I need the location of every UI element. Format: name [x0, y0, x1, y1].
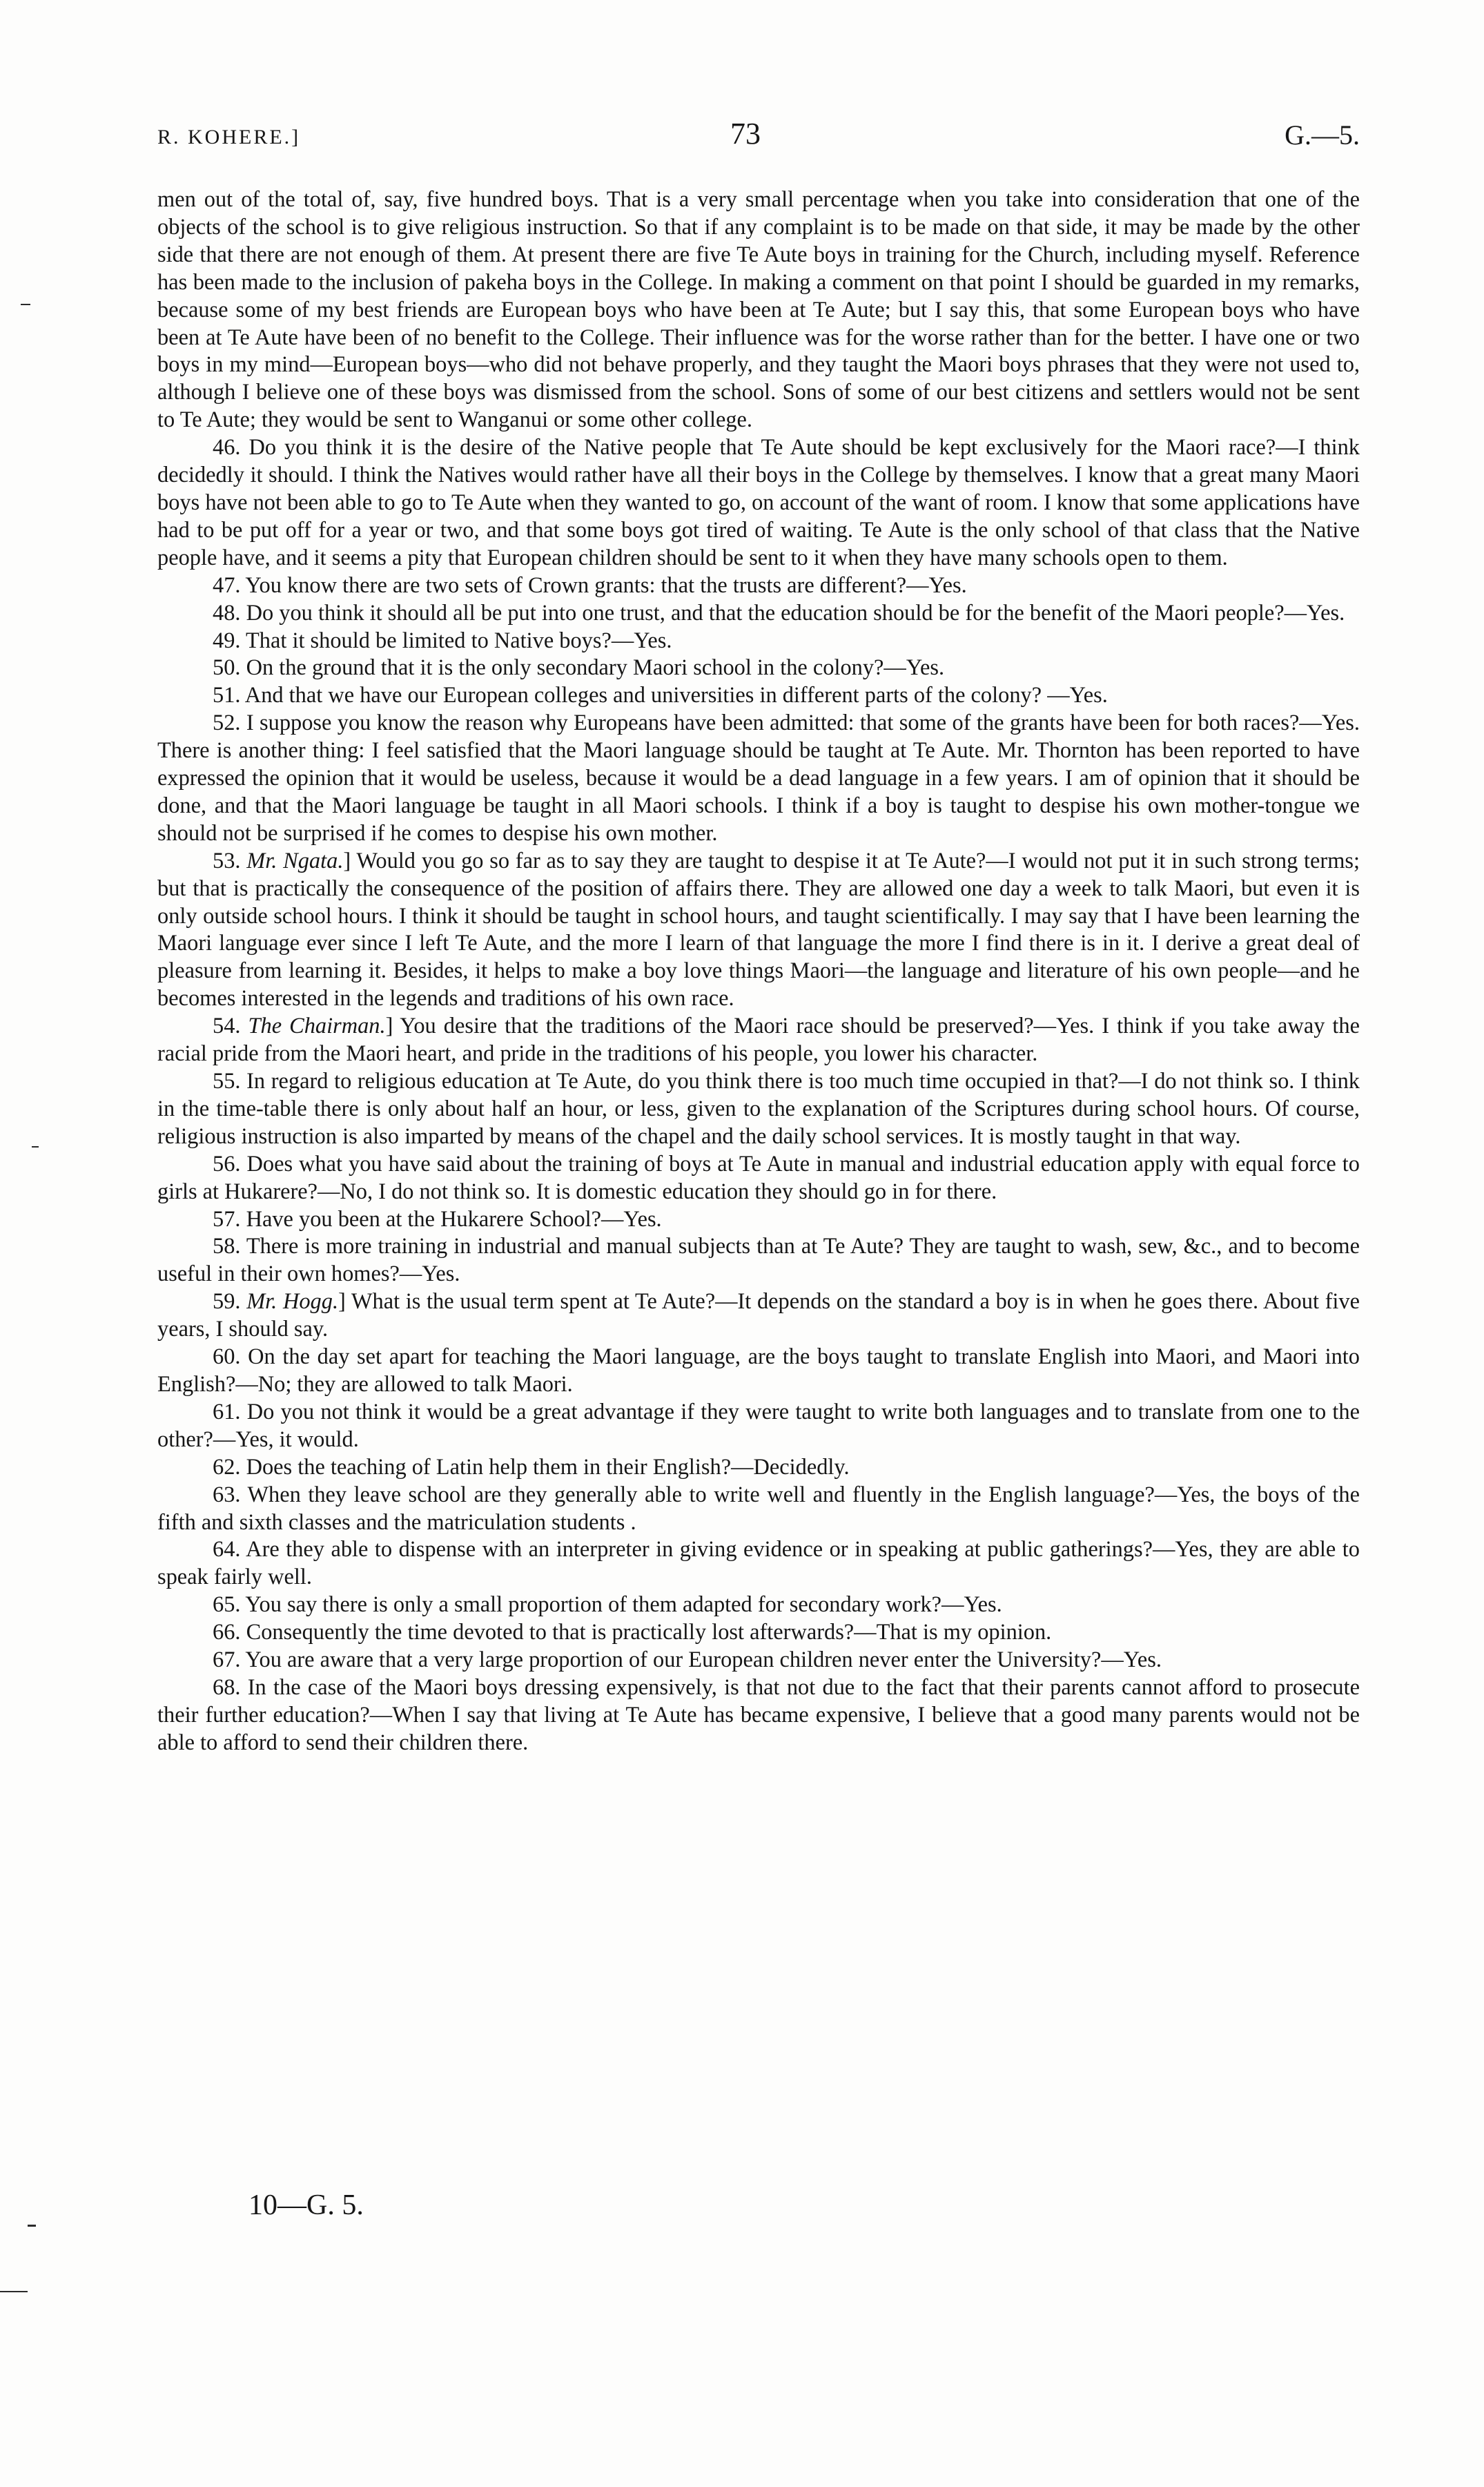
speaker-name: The Chairman.: [248, 1014, 386, 1039]
question-62: 62. Does the teaching of Latin help them in their English?—Decidedly.: [213, 1454, 850, 1480]
question-64: 64. Are they able to dispense with an interpreter in giving evidence or in speaking at public gatherings?—Yes, they are able to speak fairly well.: [157, 1537, 1360, 1590]
body-text: [157, 186, 1360, 1757]
question-46: 46. Do you think it is the desire of the Native people that Te Aute should be kept exclusively for the Maori race?—I think decidedly it should. I think the Natives would rather have all their boys in the College by themselves. I know that a great many Maori boys have not been able to go to Te Aute when they wanted to go, on account of the want of room. I know that some applications have had to be put off for a year or two, and that some boys got tired of waiting. Te Aute is the only school of that class that the Native people have, and it seems a pity that European children should be sent to it when they have many schools open to them.: [157, 435, 1360, 570]
question-55: 55. In regard to religious education at Te Aute, do you think there is too much time occupied in that?—I do not think so. I think in the time-table there is only about half an hour, or less, given to the explanation of the Scriptures during school hours. Of course, religious instruction is also imparted by means of the chapel and the daily school services. It is mostly taught in that way.: [157, 1069, 1360, 1149]
question-48: 48. Do you think it should all be put into one trust, and that the education should be for the benefit of the Maori people?—Yes.: [213, 600, 1345, 626]
question-51: 51. And that we have our European colleges and universities in different parts of the colony? —Yes.: [213, 683, 1108, 708]
question-53: 53. Mr. Ngata.] Would you go so far as to say they are taught to despise it at Te Aute?—I would not put it in such strong terms; but that is practically the consequence of the position of affairs there. They are allowed one day a week to talk Maori, but even it is only outside school hours. I think it should be taught in school hours, and taught scientifically. I may say that I have been learning the Maori language ever since I left Te Aute, and the more I learn of that language the more I find there is in it. I derive a great deal of pleasure from learning it. Besides, it helps to make a boy love things Maori—the language and literature of his own people—and he becomes interested in the legends and traditions of his own race.: [157, 848, 1360, 1012]
signature-mark: 10—G. 5.: [248, 2189, 364, 2221]
paragraph-continuation: men out of the total of, say, five hundred boys. That is a very small percentage when you take into consideration that one of the objects of the school is to give religious instruction. So that if any complaint is to be made on that side, it may be made by the other side that there are not enough of them. At present there are five Te Aute boys in training for the Church, including myself. Reference has been made to the inclusion of pakeha boys in the College. In making a comment on that point I should be guarded in my remarks, because some of my best friends are European boys who have been at Te Aute; but I say this, that some European boys who have been at Te Aute have been of no benefit to the College. Their influence was for the worse rather than for the better. I have one or two boys in my mind—European boys—who did not behave properly, and they taught the Maori boys phrases that they were not used to, although I believe one of these boys was dismissed from the school. Sons of some of our best citizens and settlers would not be sent to Te Aute; they would be sent to Wanganui or some other college.: [157, 187, 1360, 433]
speaker-name: Mr. Ngata.: [246, 848, 344, 873]
question-59: 59. Mr. Hogg.] What is the usual term spent at Te Aute?—It depends on the standard a boy is in when he goes there. About five years, I should say.: [157, 1289, 1360, 1342]
question-63: 63. When they leave school are they generally able to write well and fluently in the English language?—Yes, the boys of the fifth and sixth classes and the matriculation students .: [157, 1482, 1360, 1535]
question-54: 54. The Chairman.] You desire that the traditions of the Maori race should be preserved?—Yes. I think if you take away the racial pride from the Maori heart, and pride in the traditions of his people, you lower his character.: [157, 1014, 1360, 1067]
speaker-name: Mr. Hogg.: [246, 1289, 339, 1315]
question-68: 68. In the case of the Maori boys dressing expensively, is that not due to the fact that their parents cannot afford to prosecute their further education?—When I say that living at Te Aute has became expensive, I believe that a good many parents would not be able to afford to send their children there.: [157, 1674, 1360, 1755]
witness-name: R. KOHERE.]: [157, 126, 301, 148]
question-49: 49. That it should be limited to Native boys?—Yes.: [213, 628, 672, 653]
question-67: 67. You are aware that a very large proportion of our European children never enter the University?—Yes.: [213, 1647, 1162, 1673]
question-57: 57. Have you been at the Hukarere School?—Yes.: [213, 1206, 662, 1232]
margin-mark: [0, 2291, 28, 2292]
question-47: 47. You know there are two sets of Crown grants: that the trusts are different?—Yes.: [213, 572, 967, 598]
document-reference: G.—5.: [1285, 119, 1360, 151]
page-number: 73: [730, 117, 761, 151]
margin-mark: [28, 2225, 36, 2227]
question-61: 61. Do you not think it would be a great advantage if they were taught to write both languages and to translate from one to the other?—Yes, it would.: [157, 1399, 1360, 1452]
question-58: 58. There is more training in industrial and manual subjects than at Te Aute? They are taught to wash, sew, &c., and to become useful in their own homes?—Yes.: [157, 1234, 1360, 1287]
question-60: 60. On the day set apart for teaching the Maori language, are the boys taught to translate English into Maori, and Maori into English?—No; they are allowed to talk Maori.: [157, 1344, 1360, 1397]
running-header: [157, 116, 1360, 157]
question-56: 56. Does what you have said about the training of boys at Te Aute in manual and industrial education apply with equal force to girls at Hukarere?—No, I do not think so. It is domestic education they should go in for there.: [157, 1151, 1360, 1204]
question-52: 52. I suppose you know the reason why Europeans have been admitted: that some of the grants have been for both races?—Yes. There is another thing: I feel satisfied that the Maori language should be taught at Te Aute. Mr. Thornton has been reported to have expressed the opinion that it would be useless, because it would be a dead language in a few years. I am of opinion that it should be done, and that the Maori language be taught in all Maori schools. I think if a boy is taught to despise his own mother-tongue we should not be surprised if he comes to despise his own mother.: [157, 710, 1360, 846]
question-66: 66. Consequently the time devoted to that is practically lost afterwards?—That is my opinion.: [213, 1620, 1052, 1645]
margin-mark: [32, 1146, 39, 1148]
question-50: 50. On the ground that it is the only secondary Maori school in the colony?—Yes.: [213, 655, 945, 681]
margin-mark: [21, 304, 30, 305]
question-65: 65. You say there is only a small proportion of them adapted for secondary work?—Yes.: [213, 1592, 1002, 1618]
